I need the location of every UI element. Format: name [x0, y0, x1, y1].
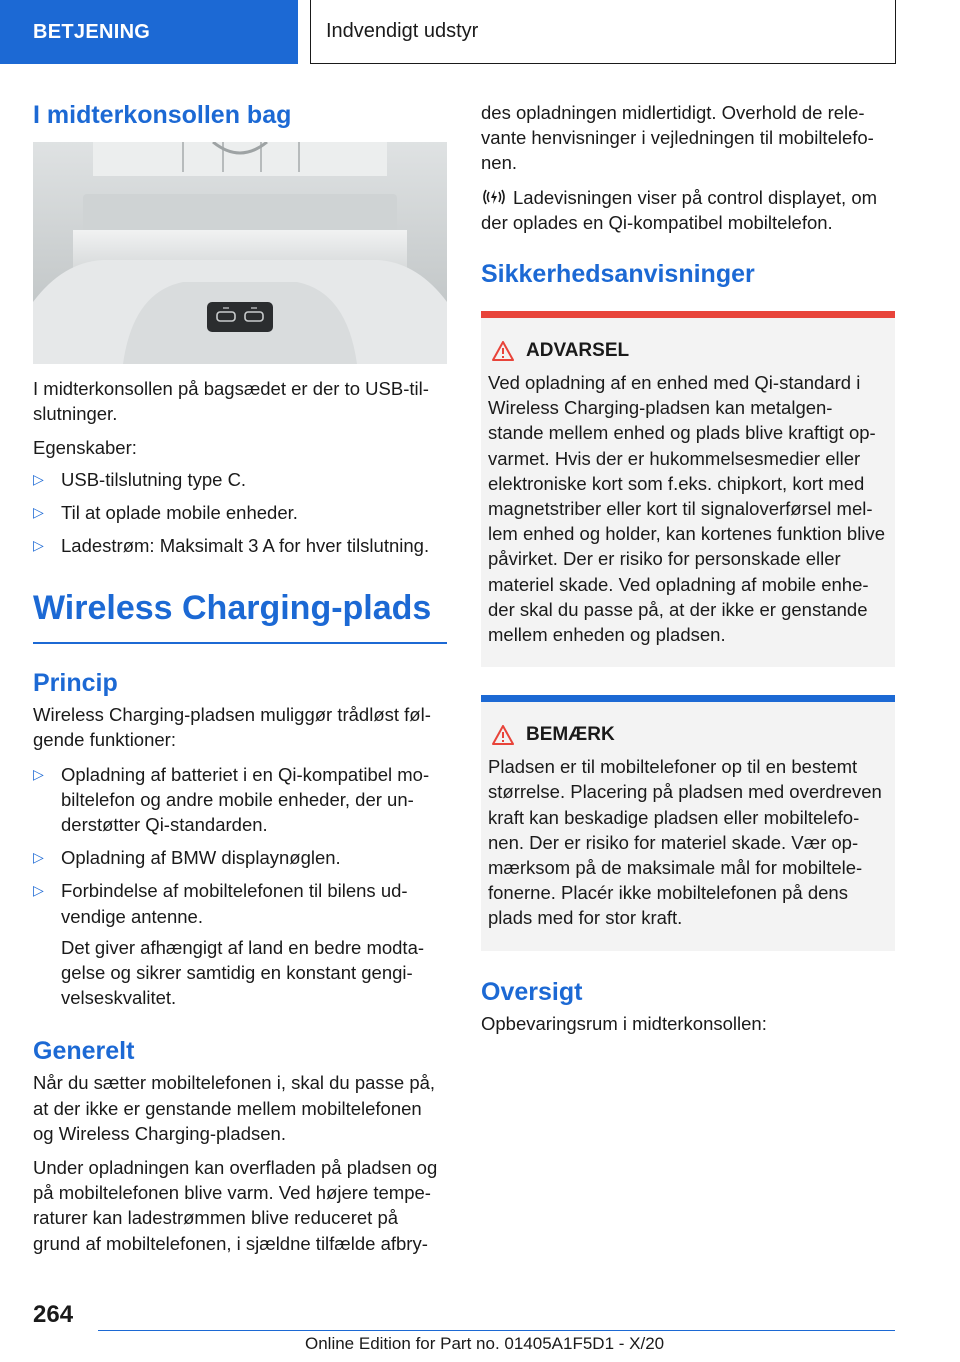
charging-indicator-paragraph: Ladevisningen viser på control displayet, om der oplades en Qi-kompatibel mobiltelefon. — [481, 186, 878, 233]
notice-title-row — [488, 724, 888, 746]
usb-ports-photo — [33, 142, 447, 364]
notice-text: Pladsen er til mobiltelefoner op til en bestemt størrelse. Placering på pladsen med overdreven kraft kan beskadige pladsen eller mobiltelefo-nen. Der er risiko for materiel skade. Vær op-mærksom på de maksimale mål for mobiltele-fonerne. Placér ikke mobiltelefonen på dens plads med for stor kraft. — [488, 756, 882, 929]
properties-label: Egenskaber: — [33, 437, 137, 459]
heading-safety: Sikkerhedsanvisninger — [481, 260, 755, 289]
warning-text: Ved opladning af en enhed med Qi-standard i Wireless Charging-pladsen kan metalgen-stande mellem enhed og plads blive kraftigt op-varmet. Hvis der er hukommelsesmedier eller elektroniske kort som f.eks. chipkort, kort med magnetstriber eller kort til signaloverførsel mel-lem enhed og holder, kan kortenes funktion blive påvirket. Der er risiko for personskade eller materiel skade. Ved opladning af mobile enhe-der skal du passe på, at der ikke er genstande mellem enheden og pladsen. — [488, 372, 885, 646]
right-column — [481, 100, 895, 1045]
chapter-title: Indvendigt udstyr — [326, 20, 479, 42]
triangle-bullet-icon: ▷ — [33, 537, 44, 554]
rear-console-description: I midterkonsollen på bagsædet er der to USB-til-slutninger. — [33, 378, 429, 425]
triangle-bullet-icon: ▷ — [33, 882, 44, 899]
section-tab — [0, 0, 298, 64]
notice-box — [481, 695, 895, 950]
function-sub-note: Det giver afhængigt af land en bedre modta-gelse og sikrer samtidig en konstant gengi-velseskvalitet. — [61, 936, 425, 1009]
heading-princip: Princip — [33, 669, 118, 698]
list-item: ▷ Opladning af BMW displaynøglen. — [33, 845, 447, 870]
generelt-paragraph-1: Når du sætter mobiltelefonen i, skal du passe på, at der ikke er genstande mellem mobiltelefonen og Wireless Charging-pladsen. — [33, 1072, 436, 1144]
warning-triangle-icon — [492, 725, 514, 745]
heading-generelt: Generelt — [33, 1037, 135, 1066]
page-number: 264 — [33, 1301, 74, 1328]
list-item: ▷ Ladestrøm: Maksimalt 3 A for hver tilslutning. — [33, 533, 447, 558]
triangle-bullet-icon: ▷ — [33, 503, 44, 520]
footer-divider — [98, 1330, 895, 1331]
notice-title: BEMÆRK — [526, 724, 615, 746]
triangle-bullet-icon: ▷ — [33, 470, 44, 487]
warning-triangle-icon — [492, 341, 514, 361]
section-title: BETJENING — [33, 20, 151, 43]
left-column — [33, 100, 447, 1265]
princip-description: Wireless Charging-pladsen muliggør trådløst føl-gende funktioner: — [33, 704, 431, 751]
chapter-tab — [310, 0, 896, 64]
footer-edition: Online Edition for Part no. 01405A1F5D1 - X/20 — [305, 1334, 665, 1353]
list-item: ▷ Til at oplade mobile enheder. — [33, 500, 447, 525]
triangle-bullet-icon: ▷ — [33, 765, 44, 782]
generelt-paragraph-2: Under opladningen kan overfladen på pladsen og på mobiltelefonen blive varm. Ved højere tempe-raturer kan ladestrømmen blive reduceret på grund af mobiltelefonen, i sjældne tilfælde afbry- — [33, 1157, 438, 1254]
warning-title: ADVARSEL — [526, 340, 630, 362]
oversigt-paragraph: Opbevaringsrum i midterkonsollen: — [481, 1012, 767, 1034]
heading-wireless-charging: Wireless Charging-plads — [33, 588, 447, 644]
console-illustration — [33, 142, 447, 364]
warning-title-row — [488, 340, 888, 362]
functions-list — [33, 762, 447, 1011]
continued-paragraph: des opladningen midlertidigt. Overhold de rele-vante henvisninger i vejledningen til mobiltelefo-nen. — [481, 102, 874, 174]
properties-list — [33, 467, 447, 559]
list-item: ▷ Forbindelse af mobiltelefonen til bilens ud-vendige antenne. Det giver afhængigt af land en bedre modta-gelse og sikrer samtidig en konstant gengi-velseskvalitet. — [33, 878, 447, 1010]
heading-rear-console: I midterkonsollen bag — [33, 101, 292, 129]
wireless-charging-icon — [481, 187, 507, 207]
list-item: ▷ Opladning af batteriet i en Qi-kompatibel mo-biltelefon og andre mobile enheder, der un-derstøtter Qi-standarden. — [33, 763, 430, 836]
heading-oversigt: Oversigt — [481, 977, 583, 1006]
list-item: ▷ USB-tilslutning type C. — [33, 467, 447, 492]
warning-box — [481, 311, 895, 667]
triangle-bullet-icon: ▷ — [33, 849, 44, 866]
